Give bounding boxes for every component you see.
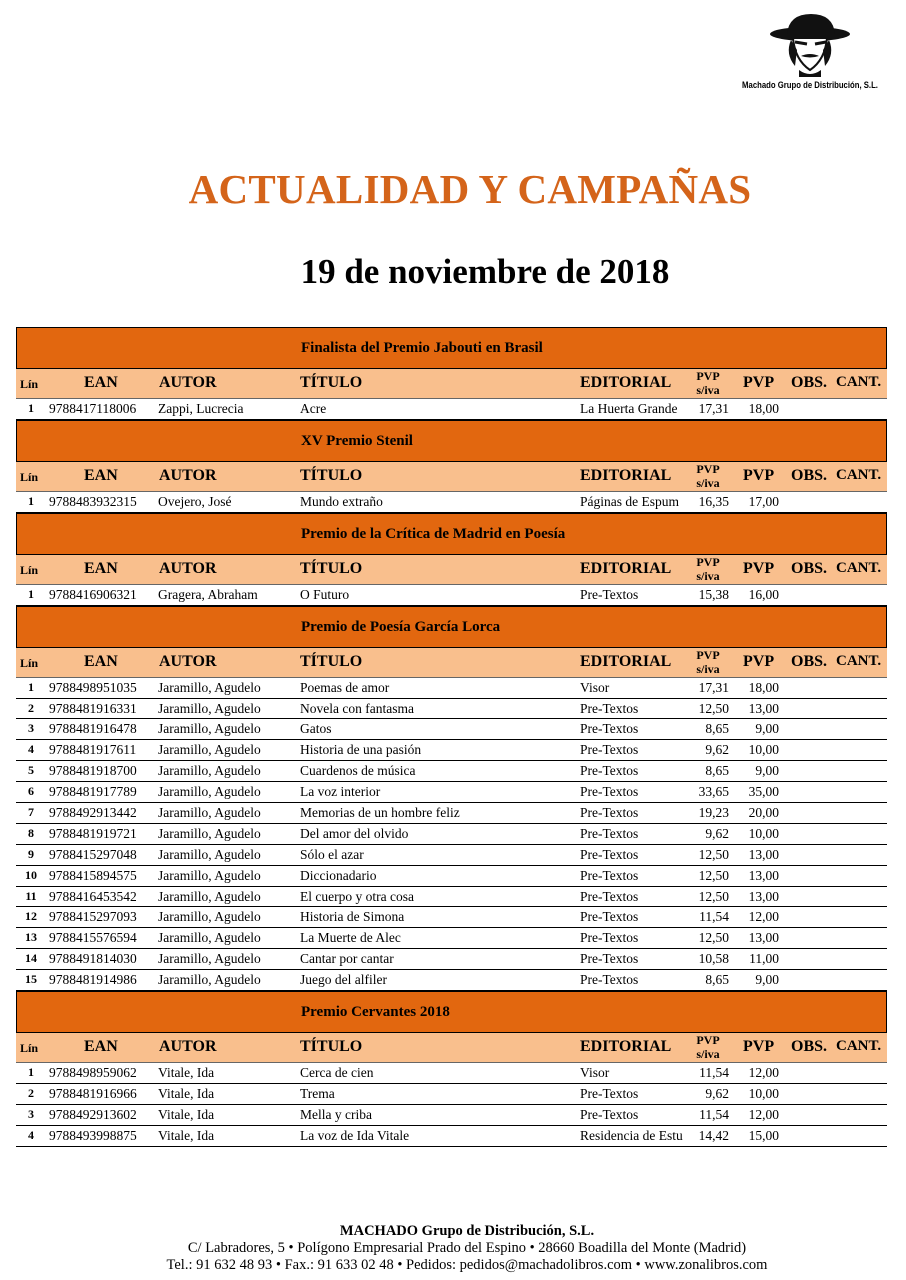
cell-editorial: Visor xyxy=(580,679,610,695)
cell-lin: 9 xyxy=(28,846,34,861)
footer-contact: Tel.: 91 632 48 93 • Fax.: 91 633 02 48 • Pedidos: pedidos@machadolibros.com • www.zonalibros.com xyxy=(166,1257,768,1273)
cell-lin: 4 xyxy=(28,1127,34,1142)
cell-pvp-siva: 11,54 xyxy=(699,1106,729,1122)
section-title: Premio de la Crítica de Madrid en Poesía xyxy=(301,525,566,542)
cell-lin: 14 xyxy=(25,951,37,966)
table-row xyxy=(16,740,887,761)
column-header-lin: Lín xyxy=(20,655,39,670)
column-header-row xyxy=(16,369,887,399)
column-header-ean: EAN xyxy=(84,466,118,484)
cell-lin: 12 xyxy=(25,909,37,924)
cell-pvp-siva: 9,62 xyxy=(705,742,729,758)
column-header-editorial: EDITORIAL xyxy=(580,374,672,391)
cell-ean: 9788415894575 xyxy=(49,867,137,883)
cell-autor: Jaramillo, Agudelo xyxy=(158,742,261,758)
cell-lin: 1 xyxy=(28,586,34,601)
cell-editorial: Pre-Textos xyxy=(580,721,639,737)
cell-lin: 6 xyxy=(28,784,34,799)
table-row xyxy=(16,928,887,949)
cell-pvp: 13,00 xyxy=(748,700,779,716)
cell-pvp: 10,00 xyxy=(748,742,779,758)
cell-lin: 1 xyxy=(28,679,34,694)
cell-editorial: Pre-Textos xyxy=(580,930,639,946)
column-header-editorial: EDITORIAL xyxy=(580,652,672,670)
column-header-row xyxy=(16,1033,887,1063)
column-header-ean: EAN xyxy=(84,374,118,391)
cell-pvp: 9,00 xyxy=(755,721,779,737)
cell-titulo: Cerca de cien xyxy=(300,1065,374,1081)
column-header-pvp-siva: PVP s/iva xyxy=(696,647,720,676)
cell-pvp-siva: 8,65 xyxy=(705,763,729,779)
table-row xyxy=(16,1063,887,1084)
column-header-obs: OBS. xyxy=(791,652,828,670)
cell-lin: 5 xyxy=(28,763,34,778)
column-header-pvp-siva: PVP s/iva xyxy=(696,554,720,583)
table-row xyxy=(16,907,887,928)
cell-pvp: 11,00 xyxy=(749,951,779,967)
cell-pvp-siva: 10,58 xyxy=(698,951,729,967)
column-header-editorial: EDITORIAL xyxy=(580,559,672,577)
catalog-sections xyxy=(16,327,887,1147)
table-row xyxy=(16,824,887,845)
page-footer xyxy=(0,1223,906,1274)
column-header-obs: OBS. xyxy=(791,374,828,391)
cell-ean: 9788491814030 xyxy=(49,951,137,967)
logo-company-name: Machado Grupo de Distribución, S.L. xyxy=(742,80,878,90)
cell-pvp-siva: 33,65 xyxy=(698,784,729,800)
cell-pvp-siva: 12,50 xyxy=(698,867,729,883)
column-header-cant: CANT. xyxy=(836,1038,882,1055)
footer-company: MACHADO Grupo de Distribución, S.L. xyxy=(339,1223,595,1239)
column-header-autor: AUTOR xyxy=(159,374,217,391)
cell-ean: 9788483932315 xyxy=(49,493,137,509)
cell-pvp: 18,00 xyxy=(748,401,779,416)
cell-ean: 9788481917611 xyxy=(49,742,137,758)
cell-ean: 9788498959062 xyxy=(49,1065,137,1081)
cell-pvp-siva: 8,65 xyxy=(705,721,729,737)
cell-editorial: Visor xyxy=(580,1065,610,1081)
cell-ean: 9788498951035 xyxy=(49,679,137,695)
cell-pvp: 12,00 xyxy=(748,1065,779,1081)
column-header-editorial: EDITORIAL xyxy=(580,1038,672,1056)
company-logo xyxy=(735,10,885,94)
column-header-autor: AUTOR xyxy=(159,1038,217,1056)
table-row xyxy=(16,399,887,420)
column-header-ean: EAN xyxy=(84,559,118,577)
cell-ean: 9788415297093 xyxy=(49,909,137,925)
cell-autor: Jaramillo, Agudelo xyxy=(158,825,261,841)
section-header xyxy=(16,991,887,1033)
column-header-pvp: PVP xyxy=(743,374,775,391)
column-header-obs: OBS. xyxy=(791,466,828,484)
cell-titulo: La voz de Ida Vitale xyxy=(300,1127,410,1143)
column-header-cant: CANT. xyxy=(836,652,882,669)
cell-editorial: Pre-Textos xyxy=(580,805,639,821)
cell-lin: 2 xyxy=(28,1085,34,1100)
cell-editorial: Pre-Textos xyxy=(580,867,639,883)
table-row xyxy=(16,585,887,606)
cell-titulo: Sólo el azar xyxy=(300,846,364,862)
cell-autor: Jaramillo, Agudelo xyxy=(158,700,261,716)
cell-ean: 9788481916331 xyxy=(49,700,137,716)
cell-titulo: Cuardenos de música xyxy=(300,763,416,779)
table-row xyxy=(16,803,887,824)
column-header-row xyxy=(16,555,887,585)
cell-lin: 15 xyxy=(25,972,37,987)
cell-editorial: Pre-Textos xyxy=(580,1085,639,1101)
section-header xyxy=(16,513,887,555)
cell-titulo: El cuerpo y otra cosa xyxy=(300,888,414,904)
cell-ean: 9788481917789 xyxy=(49,784,137,800)
table-row xyxy=(16,866,887,887)
cell-titulo: Historia de Simona xyxy=(300,909,405,925)
cell-lin: 10 xyxy=(25,867,37,882)
section-title: XV Premio Stenil xyxy=(301,432,413,449)
cell-titulo: Trema xyxy=(300,1085,335,1101)
column-header-ean: EAN xyxy=(84,1038,118,1056)
cell-autor: Jaramillo, Agudelo xyxy=(158,721,261,737)
column-header-cant: CANT. xyxy=(836,374,882,390)
cell-autor: Jaramillo, Agudelo xyxy=(158,763,261,779)
column-header-autor: AUTOR xyxy=(159,559,217,577)
cell-titulo: Del amor del olvido xyxy=(300,825,409,841)
cell-pvp-siva: 9,62 xyxy=(705,825,729,841)
cell-pvp-siva: 12,50 xyxy=(698,930,729,946)
cell-pvp: 12,00 xyxy=(748,1106,779,1122)
cell-titulo: Acre xyxy=(300,401,327,416)
cell-ean: 9788481916478 xyxy=(49,721,137,737)
cell-pvp: 10,00 xyxy=(748,1085,779,1101)
cell-titulo: Mundo extraño xyxy=(300,493,383,509)
table-row xyxy=(16,782,887,803)
column-header-titulo: TÍTULO xyxy=(300,1038,363,1056)
cell-lin: 1 xyxy=(28,1065,34,1080)
cell-pvp-siva: 16,35 xyxy=(698,493,729,509)
cell-pvp: 13,00 xyxy=(748,867,779,883)
cell-pvp-siva: 12,50 xyxy=(698,700,729,716)
column-header-pvp: PVP xyxy=(743,1038,775,1056)
column-header-editorial: EDITORIAL xyxy=(580,466,672,484)
cell-autor: Jaramillo, Agudelo xyxy=(158,867,261,883)
cell-titulo: Diccionadario xyxy=(300,867,377,883)
cell-pvp-siva: 8,65 xyxy=(705,972,729,988)
cell-autor: Jaramillo, Agudelo xyxy=(158,930,261,946)
cell-editorial: Pre-Textos xyxy=(580,846,639,862)
cell-pvp: 9,00 xyxy=(755,972,779,988)
cell-pvp-siva: 17,31 xyxy=(698,679,729,695)
cell-autor: Jaramillo, Agudelo xyxy=(158,972,261,988)
cell-titulo: Cantar por cantar xyxy=(300,951,394,967)
cell-autor: Gragera, Abraham xyxy=(158,586,258,602)
column-header-obs: OBS. xyxy=(791,1038,828,1056)
cell-pvp-siva: 9,62 xyxy=(705,1085,729,1101)
cell-editorial: La Huerta Grande xyxy=(580,401,678,416)
cell-pvp-siva: 11,54 xyxy=(699,1065,729,1081)
cell-ean: 9788493998875 xyxy=(49,1127,137,1143)
cell-ean: 9788481919721 xyxy=(49,825,137,841)
cell-ean: 9788416453542 xyxy=(49,888,137,904)
column-header-lin: Lín xyxy=(20,377,39,391)
cell-lin: 3 xyxy=(28,721,34,736)
cell-editorial: Páginas de Espum xyxy=(580,493,679,509)
cell-titulo: Juego del alfiler xyxy=(300,972,387,988)
column-header-titulo: TÍTULO xyxy=(300,652,363,670)
cell-pvp: 15,00 xyxy=(748,1127,779,1143)
cell-titulo: Poemas de amor xyxy=(300,679,390,695)
table-row xyxy=(16,678,887,699)
cell-titulo: Historia de una pasión xyxy=(300,742,422,758)
table-row xyxy=(16,887,887,908)
section-header xyxy=(16,327,887,369)
cell-pvp-siva: 12,50 xyxy=(698,888,729,904)
cell-lin: 4 xyxy=(28,742,34,757)
column-header-lin: Lín xyxy=(20,1041,39,1056)
table-row xyxy=(16,1084,887,1105)
cell-titulo: Mella y criba xyxy=(300,1106,372,1122)
cell-autor: Jaramillo, Agudelo xyxy=(158,846,261,862)
cell-pvp: 16,00 xyxy=(748,586,779,602)
cell-ean: 9788417118006 xyxy=(49,401,137,416)
section-header xyxy=(16,420,887,462)
column-header-row xyxy=(16,462,887,492)
cell-autor: Zappi, Lucrecia xyxy=(158,401,244,416)
cell-pvp-siva: 19,23 xyxy=(698,805,729,821)
cell-lin: 3 xyxy=(28,1106,34,1121)
column-header-lin: Lín xyxy=(20,562,39,577)
cell-autor: Jaramillo, Agudelo xyxy=(158,679,261,695)
column-header-pvp: PVP xyxy=(743,559,775,577)
cell-editorial: Pre-Textos xyxy=(580,888,639,904)
cell-pvp-siva: 12,50 xyxy=(698,846,729,862)
cell-autor: Vitale, Ida xyxy=(158,1127,215,1143)
column-header-lin: Lín xyxy=(20,469,39,484)
section-title: Premio de Poesía García Lorca xyxy=(301,618,501,635)
cell-ean: 9788492913602 xyxy=(49,1106,137,1122)
cell-autor: Jaramillo, Agudelo xyxy=(158,951,261,967)
section-title: Finalista del Premio Jabouti en Brasil xyxy=(301,340,543,356)
column-header-titulo: TÍTULO xyxy=(300,559,363,577)
cell-editorial: Residencia de Estu xyxy=(580,1127,683,1143)
cell-pvp-siva: 14,42 xyxy=(698,1127,729,1143)
cell-ean: 9788492913442 xyxy=(49,805,137,821)
table-row xyxy=(16,1126,887,1147)
cell-autor: Jaramillo, Agudelo xyxy=(158,784,261,800)
page-title: ACTUALIDAD Y CAMPAÑAS xyxy=(188,166,752,212)
cell-editorial: Pre-Textos xyxy=(580,700,639,716)
cell-editorial: Pre-Textos xyxy=(580,909,639,925)
cell-pvp: 12,00 xyxy=(748,909,779,925)
column-header-cant: CANT. xyxy=(836,559,882,576)
table-row xyxy=(16,970,887,991)
cell-pvp-siva: 11,54 xyxy=(699,909,729,925)
column-header-ean: EAN xyxy=(84,652,118,670)
table-row xyxy=(16,949,887,970)
cell-autor: Vitale, Ida xyxy=(158,1085,215,1101)
cell-lin: 1 xyxy=(28,401,34,415)
table-row xyxy=(16,699,887,720)
cell-titulo: Novela con fantasma xyxy=(300,700,414,716)
column-header-pvp-siva: PVP s/iva xyxy=(696,369,720,397)
cell-ean: 9788415576594 xyxy=(49,930,137,946)
cell-titulo: Memorias de un hombre feliz xyxy=(300,805,460,821)
cell-editorial: Pre-Textos xyxy=(580,784,639,800)
cell-lin: 8 xyxy=(28,825,34,840)
table-row xyxy=(16,761,887,782)
cell-titulo: La voz interior xyxy=(300,784,381,800)
cell-editorial: Pre-Textos xyxy=(580,586,639,602)
cell-autor: Jaramillo, Agudelo xyxy=(158,909,261,925)
cell-ean: 9788415297048 xyxy=(49,846,137,862)
cell-ean: 9788481914986 xyxy=(49,972,137,988)
cell-pvp: 13,00 xyxy=(748,888,779,904)
footer-address: C/ Labradores, 5 • Polígono Empresarial Prado del Espino • 28660 Boadilla del Monte (Madrid) xyxy=(187,1240,747,1256)
column-header-autor: AUTOR xyxy=(159,466,217,484)
section-title: Premio Cervantes 2018 xyxy=(301,1004,450,1021)
column-header-row xyxy=(16,648,887,678)
cell-autor: Jaramillo, Agudelo xyxy=(158,888,261,904)
column-header-pvp-siva: PVP s/iva xyxy=(696,461,720,490)
table-row xyxy=(16,1105,887,1126)
cell-titulo: O Futuro xyxy=(300,586,350,602)
cell-ean: 9788481916966 xyxy=(49,1085,137,1101)
cell-lin: 13 xyxy=(25,930,37,945)
column-header-pvp: PVP xyxy=(743,466,775,484)
cell-lin: 11 xyxy=(25,888,37,903)
cell-titulo: Gatos xyxy=(300,721,332,737)
column-header-obs: OBS. xyxy=(791,559,828,577)
cell-editorial: Pre-Textos xyxy=(580,763,639,779)
column-header-titulo: TÍTULO xyxy=(300,374,363,391)
cell-ean: 9788416906321 xyxy=(49,586,137,602)
cell-lin: 1 xyxy=(28,493,34,508)
page-date: 19 de noviembre de 2018 xyxy=(300,252,670,291)
column-header-pvp-siva: PVP s/iva xyxy=(696,1033,720,1062)
cell-autor: Jaramillo, Agudelo xyxy=(158,805,261,821)
table-row xyxy=(16,719,887,740)
cell-lin: 7 xyxy=(28,805,34,820)
cell-autor: Vitale, Ida xyxy=(158,1065,215,1081)
cell-titulo: La Muerte de Alec xyxy=(300,930,401,946)
cell-pvp: 20,00 xyxy=(748,805,779,821)
cell-pvp-siva: 15,38 xyxy=(698,586,729,602)
cell-autor: Ovejero, José xyxy=(158,493,232,509)
cell-autor: Vitale, Ida xyxy=(158,1106,215,1122)
cell-pvp: 35,00 xyxy=(748,784,779,800)
cell-editorial: Pre-Textos xyxy=(580,742,639,758)
table-row xyxy=(16,845,887,866)
cell-lin: 2 xyxy=(28,700,34,715)
column-header-pvp: PVP xyxy=(743,652,775,670)
cell-editorial: Pre-Textos xyxy=(580,972,639,988)
cell-pvp: 13,00 xyxy=(748,930,779,946)
cell-editorial: Pre-Textos xyxy=(580,951,639,967)
cell-editorial: Pre-Textos xyxy=(580,1106,639,1122)
cell-ean: 9788481918700 xyxy=(49,763,137,779)
column-header-titulo: TÍTULO xyxy=(300,466,363,484)
cell-pvp: 9,00 xyxy=(755,763,779,779)
cell-editorial: Pre-Textos xyxy=(580,825,639,841)
cell-pvp-siva: 17,31 xyxy=(698,401,729,416)
cell-pvp: 18,00 xyxy=(748,679,779,695)
cell-pvp: 13,00 xyxy=(748,846,779,862)
section-header xyxy=(16,606,887,648)
cell-pvp: 17,00 xyxy=(748,493,779,509)
man-with-hat-logo-icon xyxy=(755,10,865,78)
column-header-autor: AUTOR xyxy=(159,652,217,670)
column-header-cant: CANT. xyxy=(836,466,882,483)
cell-pvp: 10,00 xyxy=(748,825,779,841)
table-row xyxy=(16,492,887,513)
